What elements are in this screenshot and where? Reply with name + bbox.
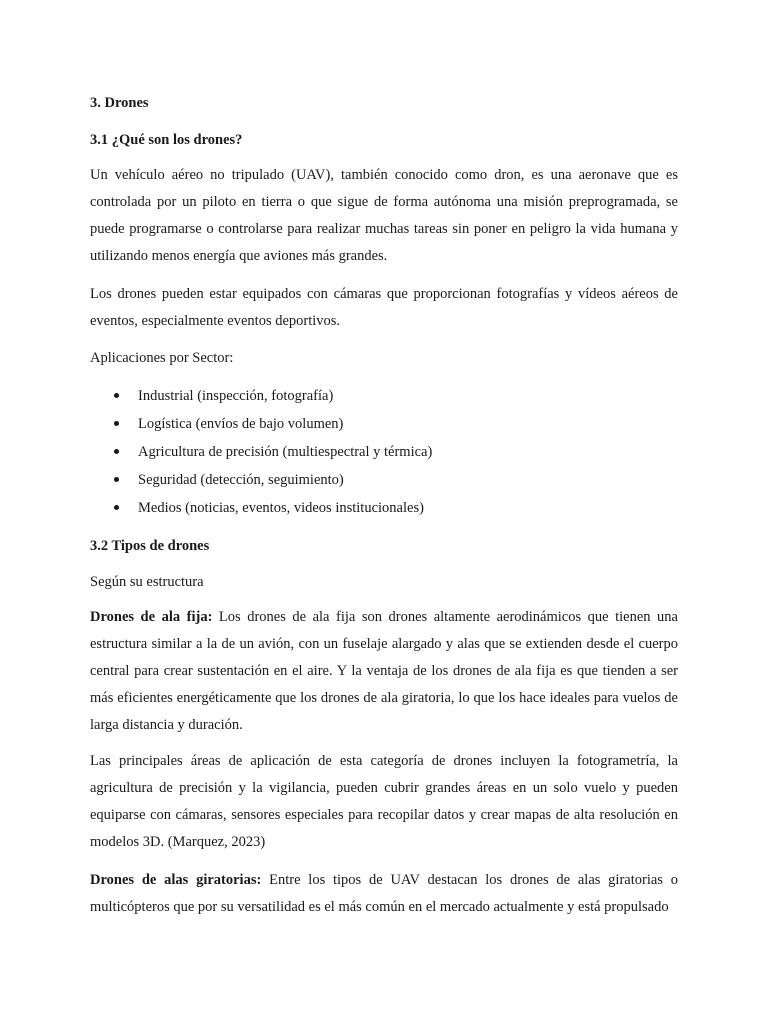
subsection-heading-drone-types: 3.2 Tipos de drones: [90, 538, 210, 554]
section-heading: 3. Drones: [90, 95, 149, 111]
term-rotary-wing: Drones de alas giratorias:: [90, 872, 262, 888]
bullet-icon: [114, 449, 119, 454]
list-item: [90, 414, 678, 442]
list-item: [90, 386, 678, 414]
paragraph-uav-definition: Un vehículo aéreo no tripulado (UAV), también conocido como dron, es una aeronave que es controlada por un piloto en tierra o que sigue de forma autónoma una misión preprogramada, se puede programarse o controlarse para realizar muchas tareas sin poner en peligro la vida humana y utilizando menos energía que aviones más grandes.: [90, 167, 678, 264]
list-item-text: Medios (noticias, eventos, videos institucionales): [138, 500, 424, 516]
list-item: [90, 470, 678, 498]
subsection-heading-what-are-drones: 3.1 ¿Qué son los drones?: [90, 132, 243, 148]
list-item-text: Seguridad (detección, seguimiento): [138, 472, 344, 488]
bullet-icon: [114, 393, 119, 398]
bullet-icon: [114, 505, 119, 510]
applications-label: Aplicaciones por Sector:: [90, 350, 234, 366]
list-item-text: Agricultura de precisión (multiespectral y térmica): [138, 444, 433, 460]
bullet-icon: [114, 477, 119, 482]
paragraph-fixed-wing-applications: Las principales áreas de aplicación de esta categoría de drones incluyen la fotogrametría, la agricultura de precisión y la vigilancia, pueden cubrir grandes áreas en un solo vuelo y pueden equiparse con cámaras, sensores especiales para recopilar datos y crear mapas de alta resolución en modelos 3D. (Marquez, 2023): [90, 753, 678, 850]
fixed-wing-text: Los drones de ala fija son drones altamente aerodinámicos que tienen una estructura similar a la de un avión, con un fuselaje alargado y alas que se extienden desde el cuerpo central para crear sustentación en el aire. Y la ventaja de los drones de ala fija es que tienden a ser más eficientes energéticamente que los drones de ala giratoria, lo que los hace ideales para vuelos de larga distancia y duración.: [90, 609, 678, 733]
paragraph-drone-cameras: Los drones pueden estar equipados con cámaras que proporcionan fotografías y vídeos aéreos de eventos, especialmente eventos deportivos.: [90, 286, 678, 329]
paragraph-rotary-wing: [90, 867, 678, 921]
list-item-text: Industrial (inspección, fotografía): [138, 388, 334, 404]
bullet-icon: [114, 421, 119, 426]
paragraph-fixed-wing: [90, 604, 678, 739]
list-item-text: Logística (envíos de bajo volumen): [138, 416, 344, 432]
term-fixed-wing: Drones de ala fija:: [90, 609, 213, 625]
list-item: [90, 498, 678, 526]
rotary-wing-text: Entre los tipos de UAV destacan los drones de alas giratorias o multicópteros que por su versatilidad es el más común en el mercado actualmente y está propulsado: [90, 872, 678, 915]
list-item: [90, 442, 678, 470]
applications-list: [90, 386, 678, 526]
structure-label: Según su estructura: [90, 574, 204, 590]
